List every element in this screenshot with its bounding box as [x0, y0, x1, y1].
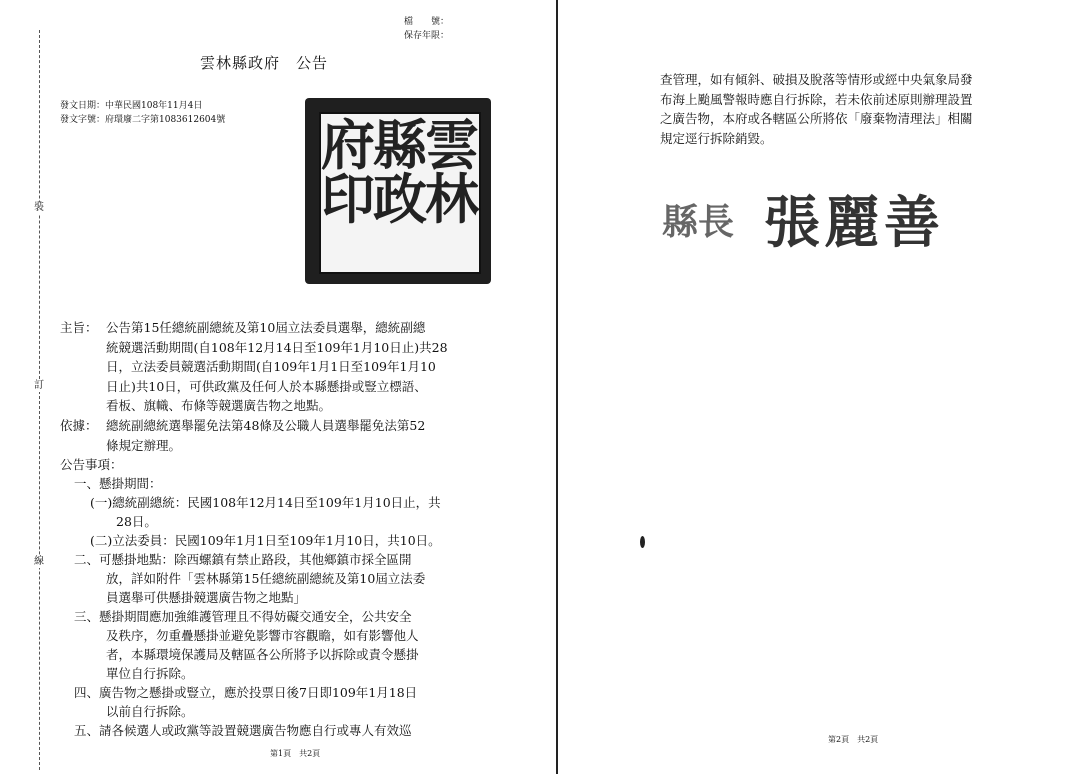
continuation-line: 規定逕行拆除銷毀。 [660, 130, 773, 146]
subject-line: 日，立法委員競選活動期間(自109年1月1日至109年1月10 [106, 359, 436, 374]
basis-line: 條規定辦理。 [106, 437, 182, 453]
seal-char: 雲 [425, 113, 479, 177]
basis-text [106, 416, 496, 455]
item4-line: 四、廣告物之懸掛或豎立，應於投票日後7日即109年1月18日 [74, 685, 418, 700]
item2-line: 員選舉可供懸掛競選廣告物之地點」 [106, 590, 307, 605]
item5-line: 五、請各候選人或政黨等設置競選廣告物應自行或專人有效巡 [74, 723, 412, 738]
item1-sub1-line: (一)總統副總統：民國108年12月14日至109年1月10日止，共 [90, 495, 441, 510]
seal-char: 林 [425, 167, 479, 231]
binding-line [39, 30, 40, 770]
basis-line: 總統副總統選舉罷免法第48條及公職人員選舉罷免法第52 [106, 418, 426, 433]
issue-number: 發文字號：府環廢二字第1083612604號 [60, 115, 226, 125]
seal-char: 印 [321, 167, 375, 231]
file-number-label: 檔 號： [404, 17, 450, 27]
continuation-line: 布海上颱風警報時應自行拆除，若未依前述原則辦理設置 [660, 91, 973, 107]
document-title: 雲林縣政府 公告 [200, 54, 329, 72]
margin-mark-line: 線 [34, 556, 44, 567]
subject-label: 主旨： [60, 320, 98, 335]
page-footer: 第2頁 共2頁 [828, 735, 879, 744]
subject-line: 統競選活動期間(自108年12月14日至109年1月10日止)共28 [106, 339, 448, 355]
subject-line: 看板、旗幟、布條等競選廣告物之地點。 [106, 398, 332, 413]
seal-char: 政 [373, 167, 427, 231]
items-heading: 公告事項： [60, 457, 123, 472]
margin-mark-bind: 裝 [34, 202, 44, 213]
item3-line: 三、懸掛期間應加強維護管理且不得妨礙交通安全，公共安全 [74, 609, 412, 624]
item1-heading: 一、懸掛期間： [74, 476, 162, 491]
page-footer: 第1頁 共2頁 [270, 749, 321, 758]
continuation-text [660, 70, 1060, 148]
item2-line: 二、可懸掛地點：除西螺鎮有禁止路段，其他鄉鎮市採全區開 [74, 552, 412, 567]
seal-char: 府 [321, 113, 375, 177]
retention-label: 保存年限： [404, 31, 450, 41]
item2-line: 放，詳如附件「雲林縣第15任總統副總統及第10屆立法委 [106, 571, 426, 586]
item4-line: 以前自行拆除。 [106, 704, 194, 719]
item3-line: 單位自行拆除。 [106, 666, 194, 681]
continuation-line: 查管理，如有傾斜、破損及脫落等情形或經中央氣象局發 [660, 72, 973, 87]
issue-date: 發文日期：中華民國108年11月4日 [60, 101, 203, 111]
item3-line: 及秩序，勿重疊懸掛並避免影響市容觀瞻，如有影響他人 [106, 628, 419, 643]
subject-text [106, 318, 496, 416]
seal-char: 縣 [373, 113, 427, 177]
margin-mark-staple: 訂 [34, 380, 44, 391]
continuation-line: 之廣告物，本府或各轄區公所將依「廢棄物清理法」相關 [660, 111, 973, 126]
document-page-2 [558, 0, 1090, 774]
subject-line: 日止)共10日，可供政黨及任何人於本縣懸掛或豎立標語、 [106, 378, 427, 394]
signature-title: 縣長 [662, 201, 735, 243]
item1-sub2: (二)立法委員：民國109年1月1日至109年1月10日，共10日。 [90, 533, 441, 548]
item3-line: 者，本縣環境保護局及轄區各公所將予以拆除或責令懸掛 [106, 647, 419, 662]
official-seal-stamp [305, 98, 491, 284]
basis-label: 依據： [60, 418, 98, 433]
item1-sub1-line: 28日。 [116, 514, 157, 529]
scan-speck [640, 536, 645, 548]
signature-name: 張麗善 [764, 190, 944, 256]
subject-line: 公告第15任總統副總統及第10屆立法委員選舉，總統副總 [106, 320, 426, 335]
